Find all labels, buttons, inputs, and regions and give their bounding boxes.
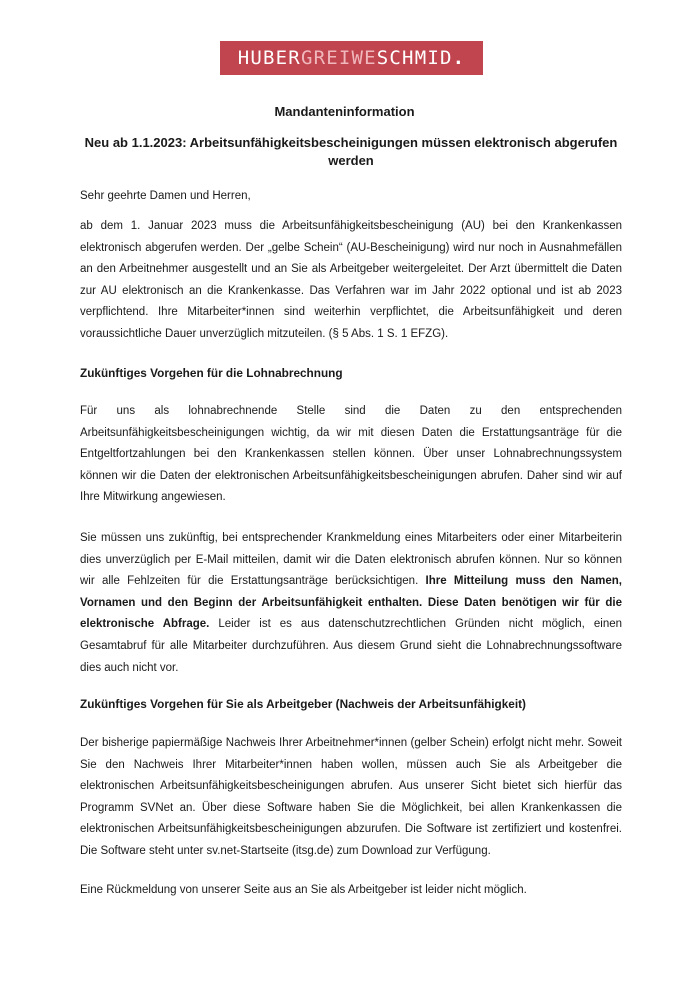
section1-paragraph-2-end: Leider ist es aus datenschutzrechtlichen Gründen nicht möglich, einen Gesamtabruf für alle Mitarbeiter durchzuführen. Aus diesem Grund sieht die Lohnabrechnungssoftware dies auch nicht vor. (80, 618, 623, 674)
section1-paragraph-2-bold: Ihre Mitteilung muss den Namen, Vornamen und den Beginn der Arbeitsunfähigkeit enthalten. Diese Daten benötigen wir für die elektronische Abfrage. (80, 575, 622, 631)
logo-part-1: HUBER (237, 47, 301, 69)
section1-paragraph-2-start: Sie müssen uns zukünftig, bei entsprechender Krankmeldung eines Mitarbeiters oder einer Mitarbeiterin dies unverzüglich per E-Mail mitteilen, damit wir die Daten elektronisch abrufen können. Nur so können wir alle Fehlzeiten für die Erstattungsanträge berücksichtigen. (80, 532, 622, 588)
section1-paragraph-2 (80, 528, 622, 679)
section-heading-lohnabrechnung: Zukünftiges Vorgehen für die Lohnabrechnung (80, 366, 343, 380)
logo-part-2: GREIWE (300, 47, 377, 69)
document-title: Mandanteninformation (274, 104, 415, 119)
company-logo (220, 41, 483, 75)
section-heading-arbeitgeber: Zukünftiges Vorgehen für Sie als Arbeitgeber (Nachweis der Arbeitsunfähigkeit) (80, 697, 526, 711)
intro-paragraph: ab dem 1. Januar 2023 muss die Arbeitsunfähigkeitsbescheinigung (AU) bei den Krankenkassen elektronisch abgerufen werden. Der „gelbe Schein“ (AU-Bescheinigung) wird nur noch in Ausnahmefällen an den Arbeitnehmer ausgestellt und an Sie als Arbeitgeber weitergeleitet. Der Arzt übermittelt die Daten zur AU elektronisch an die Krankenkasse. Das Verfahren war im Jahr 2022 optional und ist ab 2023 verpflichtend. Ihre Mitarbeiter*innen sind weiterhin verpflichtet, die Arbeitsunfähigkeit und deren voraussichtliche Dauer unverzüglich mitzuteilen. (§ 5 Abs. 1 S. 1 EFZG). (80, 220, 622, 340)
document-subtitle: Neu ab 1.1.2023: Arbeitsunfähigkeitsbescheinigungen müssen elektronisch abgerufen werden (84, 135, 618, 168)
logo-dot: . (452, 47, 466, 69)
section2-paragraph-1: Der bisherige papiermäßige Nachweis Ihrer Arbeitnehmer*innen (gelber Schein) erfolgt nicht mehr. Soweit Sie den Nachweis Ihrer Mitarbeiter*innen haben wollen, müssen auch Sie als Arbeitgeber die elektronischen Arbeitsunfähigkeitsbescheinigungen abrufen. Aus unserer Sicht bietet sich hierfür das Programm SVNet an. Über diese Software haben Sie die Möglichkeit, bei allen Krankenkassen die elektronischen Arbeitsunfähigkeitsbescheinigungen abzurufen. Die Software ist zertifiziert und kostenfrei. Die Software steht unter sv.net-Startseite (itsg.de) zum Download zur Verfügung. (80, 737, 622, 857)
logo-part-3: SCHMID (376, 47, 453, 69)
greeting: Sehr geehrte Damen und Herren, (80, 190, 251, 202)
section1-paragraph-1: Für uns als lohnabrechnende Stelle sind die Daten zu den entsprechenden Arbeitsunfähigkeitsbescheinigungen wichtig, da wir mit diesen Daten die Erstattungsanträge für die Entgeltfortzahlungen bei den Krankenkassen stellen können. Über unser Lohnabrechnungssystem können wir die Daten der elektronischen Arbeitsunfähigkeitsbescheinigungen abrufen. Daher sind wir auf Ihre Mitwirkung angewiesen. (80, 405, 622, 504)
closing-paragraph: Eine Rückmeldung von unserer Seite aus an Sie als Arbeitgeber ist leider nicht möglich. (80, 884, 527, 896)
